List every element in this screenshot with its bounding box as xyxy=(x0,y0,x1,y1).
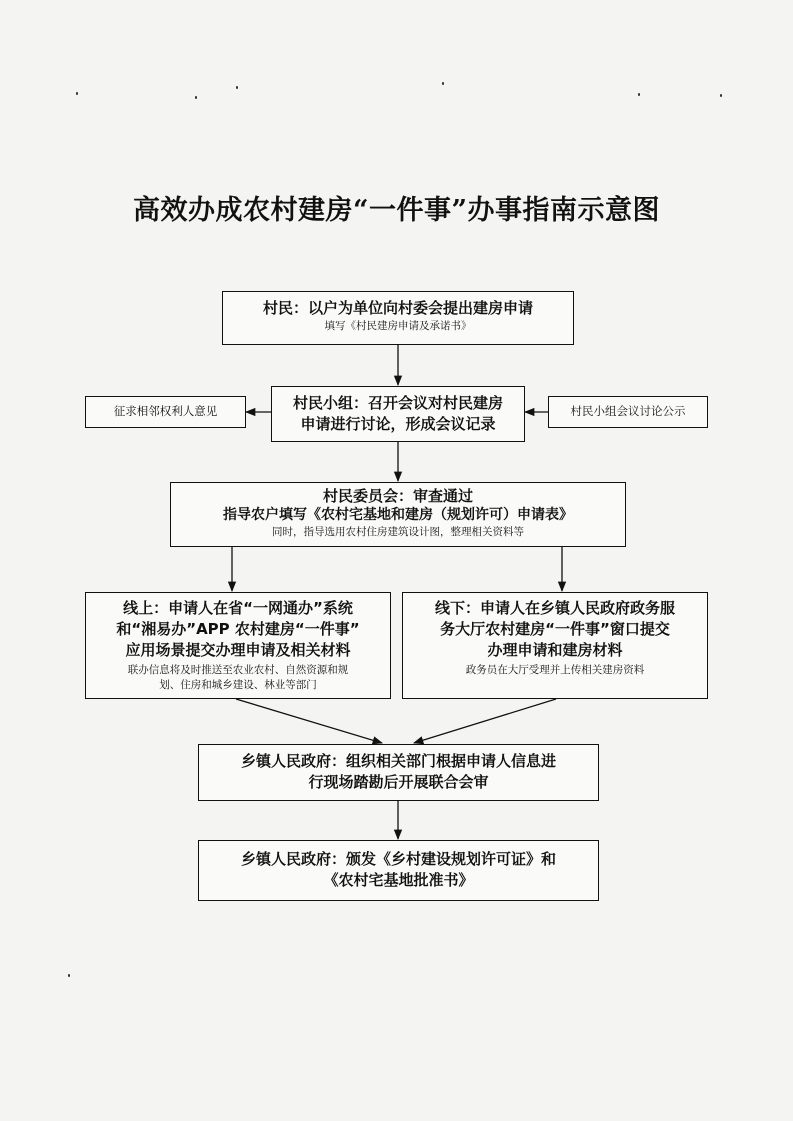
committee-sub-text: 同时，指导选用农村住房建筑设计图，整理相关资料等 xyxy=(272,526,524,538)
step-online-application xyxy=(85,592,391,699)
side-note-group-publicity xyxy=(548,396,708,428)
step-villager-application xyxy=(222,291,574,345)
villager-sub-text: 填写《村民建房申请及承诺书》 xyxy=(324,320,472,332)
offline-line-2: 务大厅农村建房“一件事”窗口提交 xyxy=(440,620,670,638)
issue-line-1: 乡镇人民政府：颁发《乡村建设规划许可证》和 xyxy=(240,850,556,868)
committee-line-2: 指导农户填写《农村宅基地和建房（规划许可）申请表》 xyxy=(223,507,573,523)
step-offline-application xyxy=(402,592,708,699)
arrow-online-to-review xyxy=(236,699,382,743)
page-title: 高效办成农村建房“一件事”办事指南示意图 xyxy=(132,195,661,226)
group-line-1: 村民小组：召开会议对村民建房 xyxy=(292,394,503,412)
online-sub-2: 划、住房和城乡建设、林业等部门 xyxy=(159,679,317,691)
side-right-text: 村民小组会议讨论公示 xyxy=(570,404,686,418)
review-line-1: 乡镇人民政府：组织相关部门根据申请人信息进 xyxy=(240,752,556,770)
offline-line-1: 线下：申请人在乡镇人民政府政务服 xyxy=(434,599,675,617)
online-line-2: 和“湘易办”APP 农村建房“一件事” xyxy=(116,620,360,638)
side-left-text: 征求相邻权利人意见 xyxy=(113,404,218,418)
side-note-neighbor-opinion xyxy=(85,396,246,428)
villager-main-text: 村民：以户为单位向村委会提出建房申请 xyxy=(262,299,533,317)
step-township-issue-permit xyxy=(198,840,599,901)
step-villager-committee xyxy=(170,482,626,547)
issue-line-2: 《农村宅基地批准书》 xyxy=(323,871,474,889)
committee-line-1: 村民委员会：审查通过 xyxy=(322,487,473,505)
arrow-offline-to-review xyxy=(414,699,556,743)
step-township-joint-review xyxy=(198,744,599,801)
group-line-2: 申请进行讨论，形成会议记录 xyxy=(300,415,496,433)
online-line-3: 应用场景提交办理申请及相关材料 xyxy=(125,641,351,659)
review-line-2: 行现场踏勘后开展联合会审 xyxy=(308,773,489,791)
offline-sub-text: 政务员在大厅受理并上传相关建房资料 xyxy=(465,664,645,676)
offline-line-3: 办理申请和建房材料 xyxy=(487,641,623,659)
online-line-1: 线上：申请人在省“一网通办”系统 xyxy=(123,599,353,617)
online-sub-1: 联办信息将及时推送至农业农村、自然资源和规 xyxy=(127,664,349,676)
step-villager-group-meeting xyxy=(271,386,525,442)
